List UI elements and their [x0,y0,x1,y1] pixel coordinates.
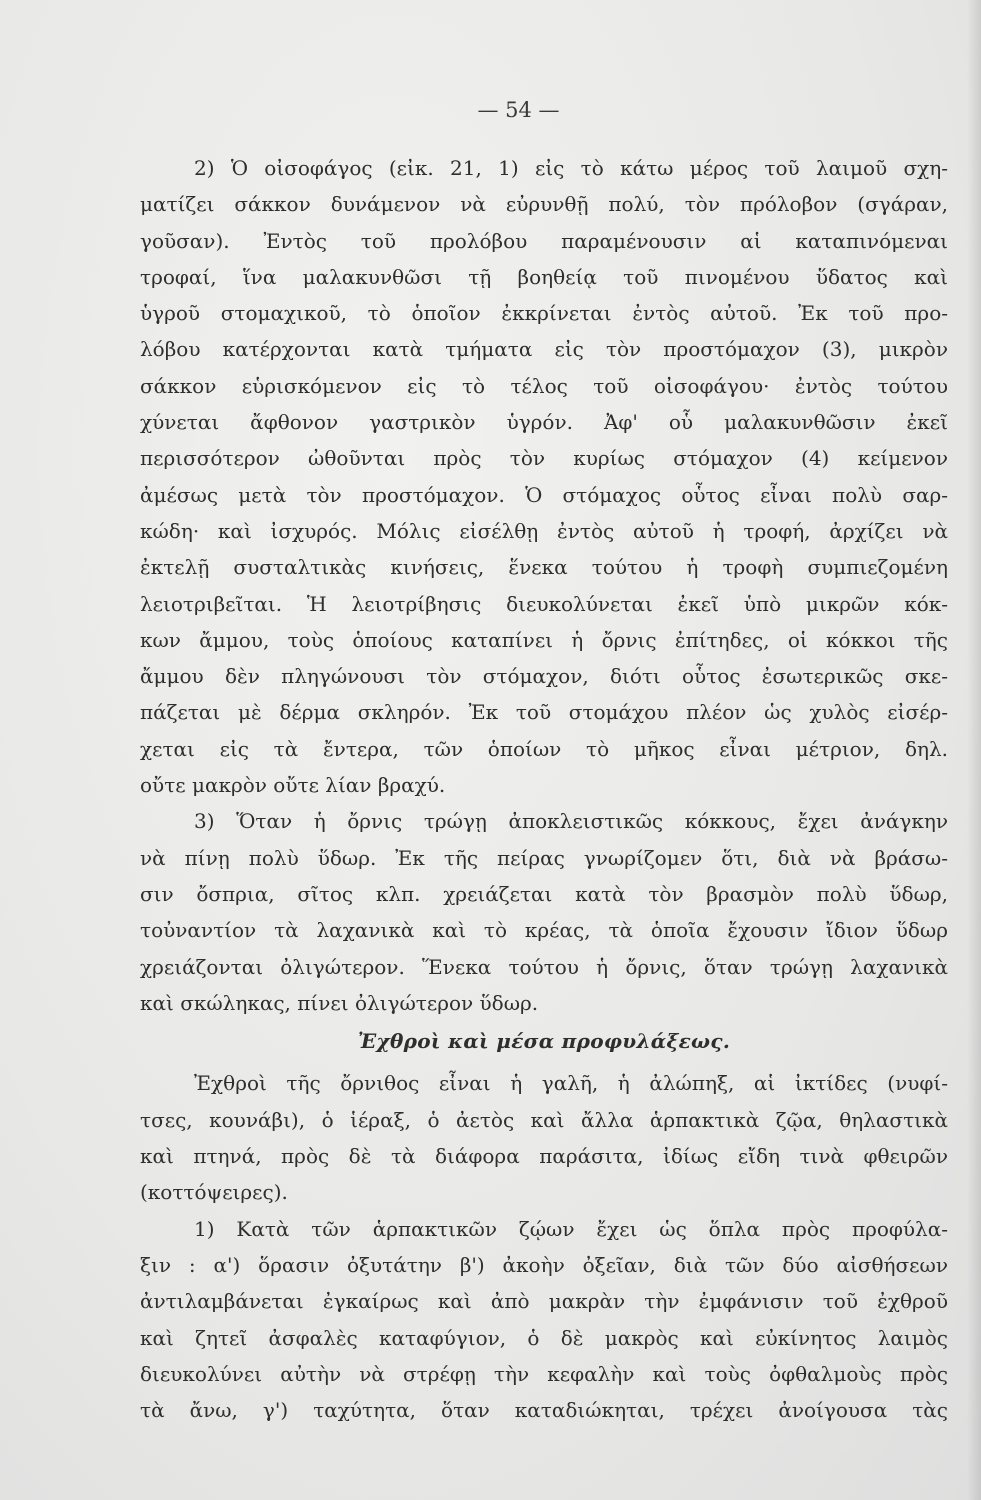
text-line: τσες, κουνάβι), ὁ ἱέραξ, ὁ ἀετὸς καὶ ἄλλα ἁρπακτικὰ ζῷα, θηλαστικὰ [140,1107,948,1132]
page-number: — 54 — [477,98,560,122]
text-line: ματίζει σάκκον δυνάμενον νὰ εὐρυνθῇ πολύ, τὸν πρόλοβον (σγάραν, [140,192,948,217]
text-line: καὶ ζητεῖ ἀσφαλὲς καταφύγιον, ὁ δὲ μακρὸς καὶ εὐκίνητος λαιμὸς [140,1325,948,1350]
text-line: χύνεται ἄφθονον γαστρικὸν ὑγρόν. Ἀφ' οὗ μαλακυνθῶσιν ἐκεῖ [140,410,948,435]
section-heading: Ἐχθροὶ καὶ μέσα προφυλάξεως. [357,1029,731,1054]
text-line: ξιν : α') ὅρασιν ὀξυτάτην β') ἀκοὴν ὀξεῖαν, διὰ τῶν δύο αἰσθήσεων [140,1252,948,1277]
paragraph-block-enemies [140,1065,948,1428]
text-line: σάκκον εὑρισκόμενον εἰς τὸ τέλος τοῦ οἰσοφάγου· ἐντὸς τούτου [140,373,948,398]
text-line: καὶ πτηνά, πρὸς δὲ τὰ διάφορα παράσιτα, ἰδίως εἴδη τινὰ φθειρῶν [140,1144,948,1169]
text-line: ὑγροῦ στομαχικοῦ, τὸ ὁποῖον ἐκκρίνεται ἐντὸς αὐτοῦ. Ἐκ τοῦ προ- [140,301,948,326]
text-line: περισσότερον ὠθοῦνται πρὸς τὸν κυρίως στόμαχον (4) κείμενον [140,446,948,471]
text-line: τροφαί, ἵνα μαλακυνθῶσι τῇ βοηθείᾳ τοῦ πινομένου ὕδατος καὶ [140,264,948,289]
text-line: καὶ σκώληκας, πίνει ὀλιγώτερον ὕδωρ. [140,990,539,1015]
text-line: ἄμμου δὲν πληγώνουσι τὸν στόμαχον, διότι οὗτος ἐσωτερικῶς σκε- [140,664,948,689]
text-line: κώδη· καὶ ἰσχυρός. Μόλις εἰσέλθῃ ἐντὸς αὐτοῦ ἡ τροφή, ἀρχίζει νὰ [140,518,948,543]
text-line: 2) Ὁ οἰσοφάγος (εἰκ. 21, 1) εἰς τὸ κάτω μέρος τοῦ λαιμοῦ σχη- [194,156,948,180]
text-line: σιν ὄσπρια, σῖτος κλπ. χρειάζεται κατὰ τὸν βρασμὸν πολὺ ὕδωρ, [140,881,948,906]
text-line: χρειάζονται ὀλιγώτερον. Ἕνεκα τούτου ἡ ὄρνις, ὅταν τρώγῃ λαχανικὰ [140,954,948,979]
text-line: λειοτριβεῖται. Ἡ λειοτρίβησις διευκολύνεται ἐκεῖ ὑπὸ μικρῶν κόκ- [140,591,948,616]
text-line: (κοττόψειρες). [140,1180,288,1205]
text-line: κων ἄμμου, τοὺς ὁποίους καταπίνει ἡ ὄρνις ἐπίτηδες, οἱ κόκκοι τῆς [140,627,948,652]
text-line: Ἐχθροὶ τῆς ὄρνιθος εἶναι ἡ γαλῆ, ἡ ἀλώπηξ, αἱ ἰκτίδες (νυφί- [194,1071,948,1096]
text-line: οὔτε μακρὸν οὔτε λίαν βραχύ. [140,773,446,798]
text-line: 1) Κατὰ τῶν ἁρπακτικῶν ζῴων ἔχει ὡς ὅπλα πρὸς προφύλα- [194,1216,948,1241]
body-text [140,150,948,1428]
text-line: γοῦσαν). Ἐντὸς τοῦ προλόβου παραμένουσιν αἱ καταπινόμεναι [140,228,948,253]
text-line: λόβου κατέρχονται κατὰ τμήματα εἰς τὸν προστόμαχον (3), μικρὸν [140,337,948,362]
text-line: 3) Ὅταν ἡ ὄρνις τρώγῃ ἀποκλειστικῶς κόκκους, ἔχει ἀνάγκην [194,809,948,834]
text-line: πάζεται μὲ δέρμα σκληρόν. Ἐκ τοῦ στομάχου πλέον ὡς χυλὸς εἰσέρ- [140,700,948,725]
paragraph-block-digestion [140,150,948,1021]
text-line: τοὐναντίον τὰ λαχανικὰ καὶ τὸ κρέας, τὰ ὁποῖα ἔχουσιν ἴδιον ὕδωρ [140,918,948,943]
text-line: νὰ πίνῃ πολὺ ὕδωρ. Ἐκ τῆς πείρας γνωρίζομεν ὅτι, διὰ νὰ βράσω- [140,845,948,870]
text-line: ἀμέσως μετὰ τὸν προστόμαχον. Ὁ στόμαχος οὗτος εἶναι πολὺ σαρ- [140,482,948,507]
text-line: ἐκτελῇ συσταλτικὰς κινήσεις, ἕνεκα τούτου ἡ τροφὴ συμπιεζομένη [140,555,948,580]
text-line: ἀντιλαμβάνεται ἐγκαίρως καὶ ἀπὸ μακρὰν τὴν ἐμφάνισιν τοῦ ἐχθροῦ [140,1289,948,1314]
text-line: χεται εἰς τὰ ἔντερα, τῶν ὁποίων τὸ μῆκος εἶναι μέτριον, δηλ. [140,736,948,761]
text-line: διευκολύνει αὐτὴν νὰ στρέφῃ τὴν κεφαλὴν καὶ τοὺς ὀφθαλμοὺς πρὸς [140,1361,948,1386]
text-line: τὰ ἄνω, γ') ταχύτητα, ὅταν καταδιώκηται, τρέχει ἀνοίγουσα τὰς [140,1398,948,1423]
